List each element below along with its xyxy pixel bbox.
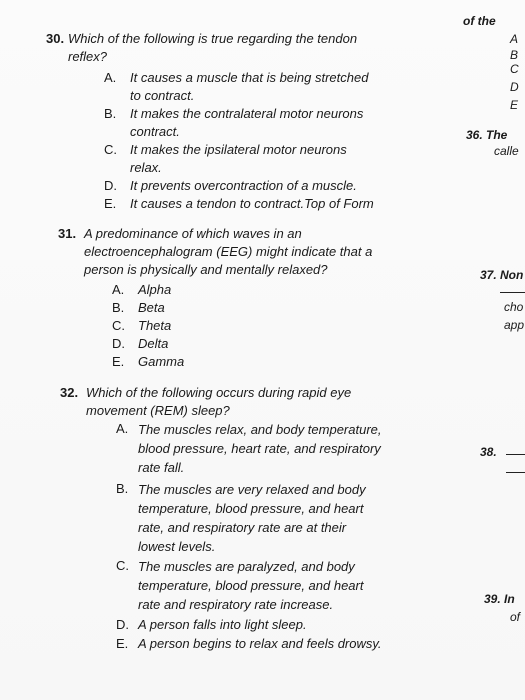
option-line: Delta [138,336,169,351]
right-q36-cont: calle [494,144,519,158]
option-letter: B. [104,106,117,121]
right-letter-d: D [510,80,519,94]
option-letter: D. [116,617,129,632]
option-letter: E. [112,354,125,369]
right-q39-text: 39. In [484,592,515,606]
question-30 [46,30,446,70]
question-31 [58,225,458,285]
option-letter: D. [104,178,117,193]
answer-line [506,472,525,473]
option-line: contract. [130,124,180,139]
option-letter: D. [112,336,125,351]
option-letter: A. [104,70,117,85]
stem-line: person is physically and mentally relaxed? [84,262,328,277]
option-letter: B. [112,300,125,315]
right-letter-e: E [510,98,519,112]
option-line: It prevents overcontraction of a muscle. [130,178,357,193]
option-letter: B. [116,481,129,496]
right-q39-cont: of [510,610,521,624]
option-line: to contract. [130,88,195,103]
right-letter-c: C [510,62,519,76]
right-q36-text: 36. The [466,128,508,142]
option-line: It makes the ipsilateral motor neurons [130,142,347,157]
option-line: blood pressure, heart rate, and respiratory [138,441,381,456]
option-line: relax. [130,160,162,175]
option-line: rate fall. [138,460,185,475]
question-32 [60,384,460,424]
option-line: Beta [138,300,165,315]
option-line: The muscles are paralyzed, and body [138,559,355,574]
option-line: lowest levels. [138,539,216,554]
right-q37-cont2: app [504,318,525,332]
answer-line [500,292,525,293]
option-line: temperature, blood pressure, and heart [138,578,364,593]
option-line: It causes a muscle that is being stretched [130,70,369,85]
option-letter: E. [104,196,117,211]
option-line: It causes a tendon to contract.Top of Form [130,196,374,211]
option-line: The muscles are very relaxed and body [138,482,366,497]
option-line: Gamma [138,354,185,369]
option-letter: A. [116,421,129,436]
question-stem [84,225,404,279]
right-q37-cont1: cho [504,300,524,314]
option-line: rate and respiratory rate increase. [138,597,334,612]
option-line: Theta [138,318,172,333]
option-line: temperature, blood pressure, and heart [138,501,364,516]
answer-line [506,454,525,455]
right-q37-text: 37. Non [480,268,524,282]
question-number: 31. [58,226,77,241]
option-line: It makes the contralateral motor neurons [130,106,364,121]
stem-line: movement (REM) sleep? [86,403,230,418]
stem-line: Which of the following occurs during rapid eye [86,385,352,400]
question-stem [86,384,406,420]
option-letter: A. [112,282,125,297]
option-32-a [116,420,436,480]
option-line: A person begins to relax and feels drowsy. [138,636,382,651]
option-letter: E. [116,636,129,651]
question-number: 30. [46,31,65,46]
right-letter-a: A [510,32,519,46]
option-line: The muscles relax, and body temperature, [138,422,382,437]
option-line: rate, and respiratory rate are at their [138,520,347,535]
question-number: 32. [60,385,79,400]
stem-line: reflex? [68,49,108,64]
option-line: Alpha [138,282,172,297]
question-stem [68,30,388,66]
stem-line: Which of the following is true regarding the tendon [68,31,358,46]
option-letter: C. [104,142,117,157]
right-header-text: of the [463,14,496,28]
option-letter: C. [116,558,129,573]
right-letter-b: B [510,48,519,62]
right-q38-text: 38. [480,445,497,459]
stem-line: A predominance of which waves in an [84,226,302,241]
option-line: A person falls into light sleep. [138,617,307,632]
option-letter: C. [112,318,125,333]
stem-line: electroencephalogram (EEG) might indicate that a [84,244,373,259]
